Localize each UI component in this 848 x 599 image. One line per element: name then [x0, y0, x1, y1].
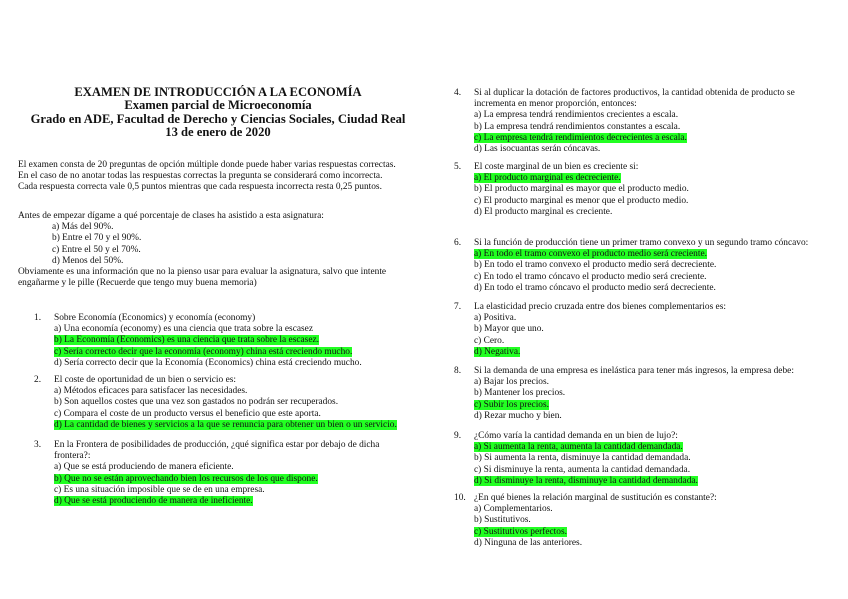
answer-option-correct: a) En todo el tramo convexo el producto medio será creciente.: [474, 249, 707, 260]
answer-option: d) El producto marginal es creciente.: [474, 206, 613, 217]
answer-option-correct: d) La cantidad de bienes y servicios a la que se renuncia para obtener un bien o un servicio.: [54, 419, 397, 430]
question-text: ¿En qué bienes la relación marginal de sustitución es constante?:: [474, 493, 717, 503]
question-number: 2.: [34, 375, 42, 385]
exam-title: EXAMEN DE INTRODUCCIÓN A LA ECONOMÍA: [74, 85, 362, 99]
question-text: Si la función de producción tiene un primer tramo convexo y un segundo tramo cóncavo:: [474, 238, 809, 248]
question-number: 7.: [454, 302, 462, 312]
instructions-line: En el caso de no anotar todas las respuestas correctas la pregunta se considerará como incorrecta.: [18, 171, 383, 182]
question-text: Si la demanda de una empresa es inelástica para tener más ingresos, la empresa debe:: [474, 366, 794, 376]
attendance-question: [18, 211, 422, 267]
question-9: [454, 431, 838, 487]
question-8: [454, 366, 838, 422]
answer-option: a) Una economía (economy) es una ciencia que trata sobre la escasez: [54, 324, 313, 335]
answer-option-correct: d) Negativa.: [474, 346, 521, 357]
answer-option: b) La empresa tendrá rendimientos constantes a escala.: [474, 121, 681, 132]
answer-option-correct: c) Sería correcto decir que la economía (economy) china está creciendo mucho.: [54, 346, 353, 357]
exam-instructions: [18, 160, 422, 194]
question-number: 5.: [454, 162, 462, 172]
question-number: 8.: [454, 366, 462, 376]
question-6: [454, 238, 842, 294]
question-text: El coste de oportunidad de un bien o servicio es:: [54, 375, 236, 385]
question-4: [454, 88, 838, 155]
answer-option: b) Sustitutivos.: [474, 515, 531, 526]
note-line: engañarme y le pille (Recuerde que tengo muy buena memoria): [18, 278, 257, 289]
question-number: 6.: [454, 238, 462, 248]
answer-option: c) Si disminuye la renta, aumenta la cantidad demandada.: [474, 464, 691, 475]
question-text: ¿Cómo varía la cantidad demanda en un bien de lujo?:: [474, 431, 678, 441]
attendance-question-text: Antes de empezar dígame a qué porcentaje de clases ha asistido a esta asignatura:: [18, 211, 324, 221]
answer-option: b) En todo el tramo convexo el producto medio será decreciente.: [474, 260, 717, 271]
answer-option: b) Son aquellos costes que una vez son gastados no podrán ser recuperados.: [54, 397, 339, 408]
answer-option: c) Compara el coste de un producto versus el beneficio que este aporta.: [54, 408, 321, 419]
question-text: El coste marginal de un bien es creciente si:: [474, 162, 639, 172]
attendance-option: a) Más del 90%.: [52, 222, 114, 233]
attendance-note: [18, 267, 422, 289]
question-text: Si al duplicar la dotación de factores productivos, la cantidad obtenida de producto se incrementa en menor proporción, entonces:: [474, 88, 795, 110]
answer-option-correct: a) El producto marginal es decreciente.: [474, 173, 621, 184]
exam-date: 13 de enero de 2020: [165, 125, 271, 140]
answer-option: b) Si aumenta la renta, disminuye la cantidad demandada.: [474, 453, 691, 464]
answer-option: d) En todo el tramo cóncavo el producto medio será decreciente.: [474, 282, 716, 293]
answer-option: a) Bajar los precios.: [474, 377, 549, 388]
answer-option-correct: c) La empresa tendrá rendimientos decrecientes a escala.: [474, 132, 687, 143]
question-text: La elasticidad precio cruzada entre dos bienes complementarios es:: [474, 302, 726, 312]
exam-header: [18, 86, 418, 140]
answer-option: a) Complementarios.: [474, 504, 553, 515]
answer-option: d) Las isocuantas serán cóncavas.: [474, 144, 601, 155]
note-line: Obviamente es una información que no la pienso usar para evaluar la asignatura, salvo que intente: [18, 267, 387, 277]
question-number: 10.: [454, 493, 466, 503]
question-text: En la Frontera de posibilidades de producción, ¿qué significa estar por debajo de dicha frontera?:: [54, 440, 380, 462]
question-2: [34, 375, 416, 431]
question-number: 9.: [454, 431, 462, 441]
answer-option-correct: a) Si aumenta la renta, aumenta la cantidad demandada.: [474, 442, 683, 453]
answer-option: c) Cero.: [474, 335, 505, 346]
question-5: [454, 162, 838, 218]
question-7: [454, 302, 838, 358]
exam-degree: Grado en ADE, Facultad de Derecho y Ciencias Sociales, Ciudad Real: [30, 111, 406, 126]
answer-option-correct: b) La Economía (Economics) es una ciencia que trata sobre la escasez.: [54, 335, 319, 346]
answer-option: b) El producto marginal es mayor que el producto medio.: [474, 184, 689, 195]
attendance-option: b) Entre el 70 y el 90%.: [52, 233, 142, 244]
answer-option-correct: b) Que no se están aprovechando bien los recursos de los que dispone.: [54, 473, 318, 484]
question-number: 1.: [34, 313, 42, 323]
answer-option-correct: d) Si disminuye la renta, disminuye la cantidad demandada.: [474, 475, 698, 486]
instructions-line: El examen consta de 20 preguntas de opción múltiple donde puede haber varias respuestas correctas.: [18, 160, 396, 170]
answer-option: c) Es una situación imposible que se de en una empresa.: [54, 484, 265, 495]
answer-option: c) En todo el tramo cóncavo el producto medio será creciente.: [474, 271, 707, 282]
answer-option: d) Rezar mucho y bien.: [474, 410, 562, 421]
answer-option: d) Ninguna de las anteriores.: [474, 537, 583, 548]
attendance-option: d) Menos del 50%.: [52, 255, 124, 266]
answer-option: b) Mantener los precios.: [474, 388, 566, 399]
answer-option: d) Sería correcto decir que la Economía (Economics) china está creciendo mucho.: [54, 357, 362, 368]
answer-option: a) Métodos eficaces para satisfacer las necesidades.: [54, 386, 248, 397]
question-number: 3.: [34, 440, 42, 450]
answer-option-correct: c) Sustitutivos perfectos.: [474, 526, 567, 537]
question-text: Sobre Economía (Economics) y economía (economy): [54, 313, 256, 323]
answer-option: a) Positiva.: [474, 313, 517, 324]
answer-option: c) El producto marginal es menor que el producto medio.: [474, 195, 689, 206]
answer-option: a) La empresa tendrá rendimientos crecientes a escala.: [474, 110, 679, 121]
instructions-line: Cada respuesta correcta vale 0,5 puntos mientras que cada respuesta incorrecta resta 0,25 puntos.: [18, 182, 382, 193]
exam-subtitle: Examen parcial de Microeconomía: [124, 98, 312, 113]
answer-option-correct: c) Subir los precios.: [474, 399, 549, 410]
attendance-option: c) Entre el 50 y el 70%.: [52, 244, 141, 255]
answer-option: a) Que se está produciendo de manera eficiente.: [54, 462, 234, 473]
question-1: [34, 313, 414, 369]
question-3: [34, 440, 414, 507]
question-number: 4.: [454, 88, 462, 98]
answer-option-correct: d) Que se está produciendo de manera de ineficiente.: [54, 496, 253, 507]
answer-option: b) Mayor que uno.: [474, 324, 544, 335]
question-10: [454, 493, 838, 549]
